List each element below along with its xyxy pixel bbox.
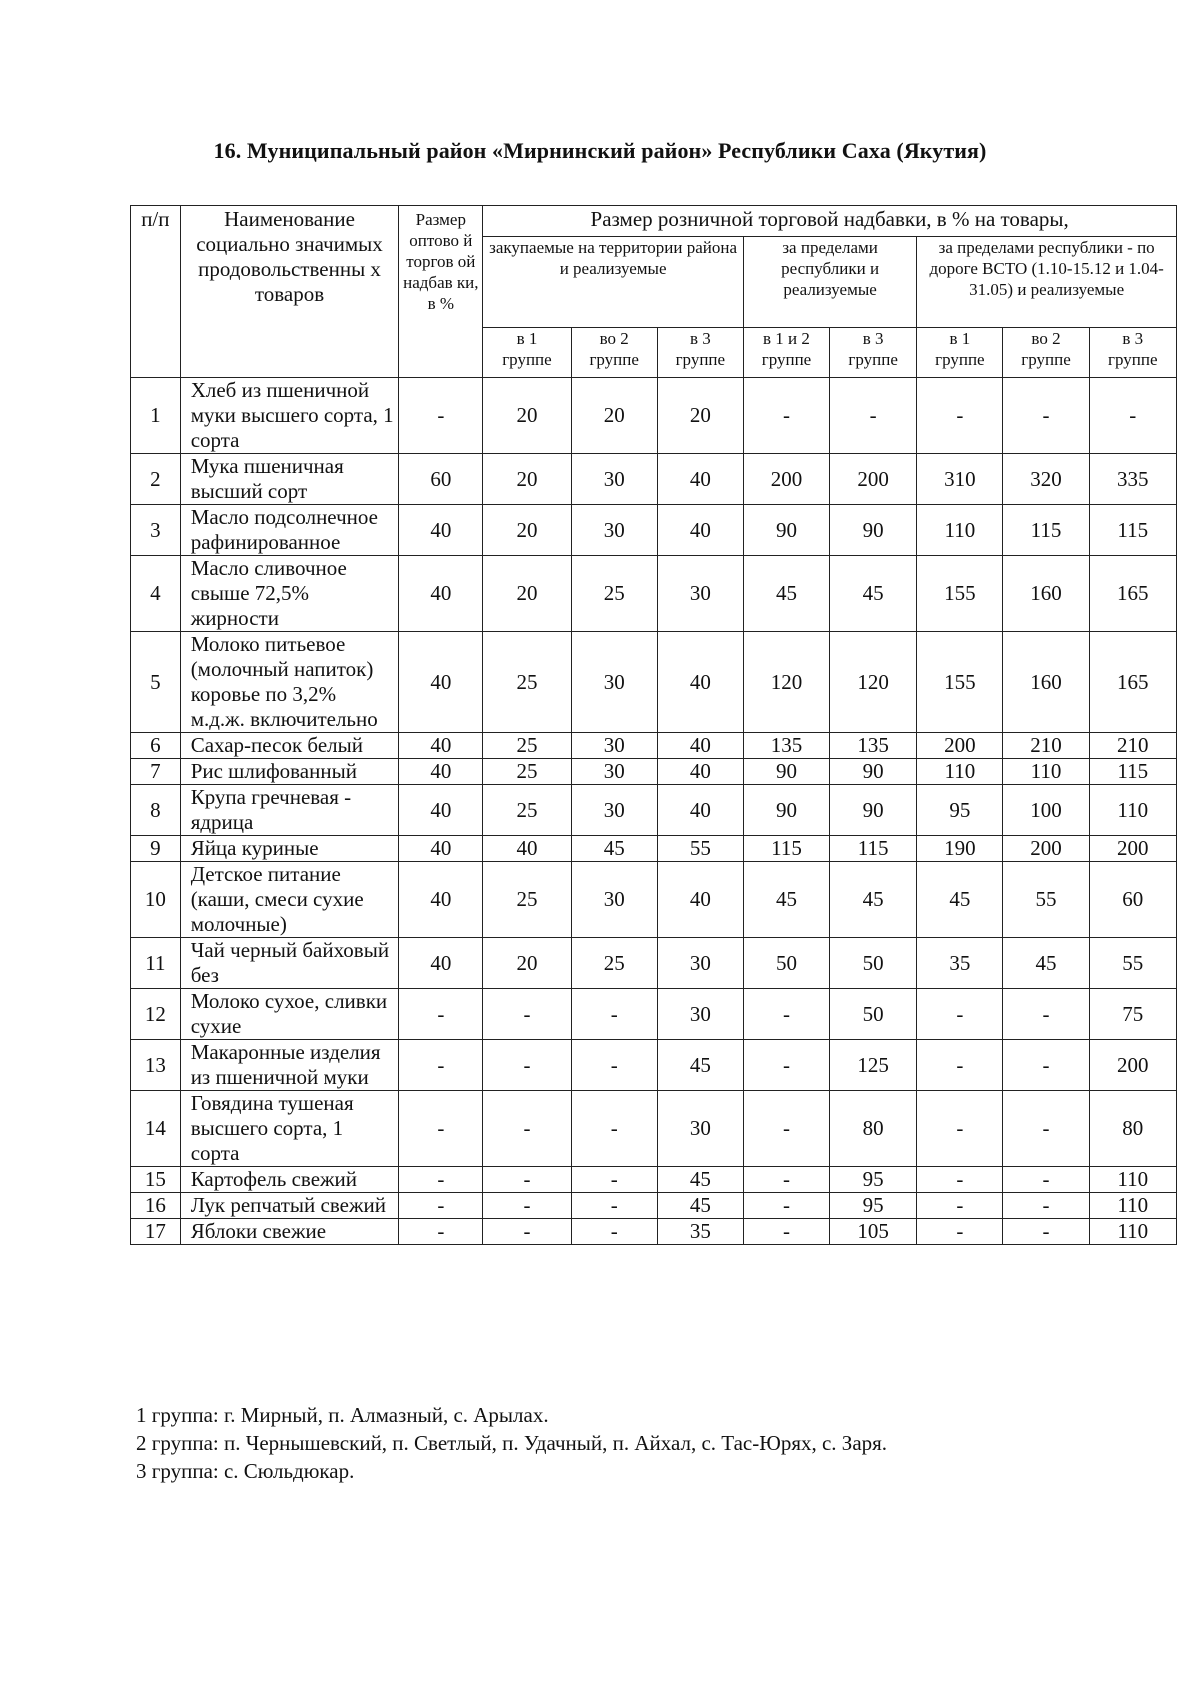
table-row [131,1091,1177,1167]
markup-value: 30 [571,759,657,785]
table-row [131,938,1177,989]
header-group: в 3 группе [1089,328,1176,378]
markup-value: 40 [657,505,743,556]
markup-value: 45 [657,1040,743,1091]
product-name: Сахар-песок белый [180,733,399,759]
markup-value: 55 [1003,862,1089,938]
markup-value: 45 [571,836,657,862]
markup-value: 95 [917,785,1003,836]
markup-value: 55 [657,836,743,862]
row-number: 12 [131,989,181,1040]
markup-value: 30 [571,505,657,556]
markup-value: - [830,378,917,454]
table-body [131,378,1177,1245]
markup-value: 35 [917,938,1003,989]
row-number: 1 [131,378,181,454]
markup-value: 30 [571,862,657,938]
markup-value: 40 [399,862,483,938]
markup-value: 55 [1089,938,1176,989]
header-group: в 1 группе [483,328,571,378]
markup-value: 75 [1089,989,1176,1040]
markup-value: 200 [1003,836,1089,862]
markup-value: 40 [657,454,743,505]
markup-value: 100 [1003,785,1089,836]
product-name: Детское питание (каши, смеси сухие молочные) [180,862,399,938]
markup-value: 40 [399,556,483,632]
markup-value: 155 [917,632,1003,733]
markup-value: 25 [483,759,571,785]
markup-value: 135 [743,733,829,759]
markup-value: 45 [743,556,829,632]
product-name: Чай черный байховый без [180,938,399,989]
markup-value: 30 [571,454,657,505]
product-name: Масло подсолнечное рафинированное [180,505,399,556]
markup-value: 40 [657,759,743,785]
markup-value: 310 [917,454,1003,505]
markup-value: - [743,378,829,454]
markup-value: 30 [571,733,657,759]
markup-value: - [571,1091,657,1167]
notes [136,1401,887,1485]
row-number: 9 [131,836,181,862]
header-group: в 3 группе [657,328,743,378]
row-number: 17 [131,1219,181,1245]
markup-value: 190 [917,836,1003,862]
markup-value: 120 [743,632,829,733]
markup-value: 80 [830,1091,917,1167]
markup-value: - [917,1219,1003,1245]
markup-value: - [399,1167,483,1193]
markup-value: - [571,1193,657,1219]
markup-value: 200 [830,454,917,505]
table-row [131,1193,1177,1219]
markup-value: 40 [657,785,743,836]
markup-value: 20 [657,378,743,454]
markup-value: 20 [483,454,571,505]
markup-value: - [743,989,829,1040]
product-name: Молоко питьевое (молочный напиток) коровье по 3,2% м.д.ж. включительно [180,632,399,733]
markup-value: 20 [483,505,571,556]
markup-value: 45 [657,1193,743,1219]
product-name: Рис шлифованный [180,759,399,785]
markup-value: 125 [830,1040,917,1091]
markup-value: - [743,1040,829,1091]
markup-value: 335 [1089,454,1176,505]
markup-value: 80 [1089,1091,1176,1167]
markup-value: - [399,1091,483,1167]
markup-value: - [399,378,483,454]
markup-value: - [483,1219,571,1245]
row-number: 14 [131,1091,181,1167]
markup-value: 25 [483,632,571,733]
header-group: в 1 и 2 группе [743,328,829,378]
markup-value: 110 [1089,1167,1176,1193]
markup-value: 110 [917,759,1003,785]
markup-value: 40 [399,938,483,989]
markup-value: - [399,1193,483,1219]
markup-value: 40 [399,733,483,759]
markup-value: 120 [830,632,917,733]
markup-value: 60 [399,454,483,505]
row-number: 8 [131,785,181,836]
markup-value: 160 [1003,632,1089,733]
markup-value: 40 [657,862,743,938]
markup-value: 160 [1003,556,1089,632]
markup-value: - [483,1040,571,1091]
markup-value: - [743,1219,829,1245]
markup-value: 40 [483,836,571,862]
markup-value: 45 [1003,938,1089,989]
markup-value: 110 [1089,1193,1176,1219]
row-number: 6 [131,733,181,759]
header-group: во 2 группе [571,328,657,378]
table-row [131,1040,1177,1091]
markup-value: 165 [1089,632,1176,733]
markup-value: - [1089,378,1176,454]
markup-value: - [571,1040,657,1091]
row-number: 5 [131,632,181,733]
markup-value: 30 [571,632,657,733]
markup-value: 90 [743,505,829,556]
header-group: в 1 группе [917,328,1003,378]
row-number: 3 [131,505,181,556]
markup-value: - [1003,378,1089,454]
markup-value: - [399,1040,483,1091]
header-num: п/п [131,206,181,378]
header-group: во 2 группе [1003,328,1089,378]
markup-value: - [483,989,571,1040]
markup-value: - [1003,1193,1089,1219]
table-row [131,862,1177,938]
markup-value: 210 [1089,733,1176,759]
header-group: в 3 группе [830,328,917,378]
markup-value: 30 [657,989,743,1040]
markup-value: - [1003,1091,1089,1167]
markup-value: 20 [571,378,657,454]
header-retail: Размер розничной торговой надбавки, в % на товары, [483,206,1177,237]
markup-value: 50 [743,938,829,989]
table-row [131,556,1177,632]
product-name: Макаронные изделия из пшеничной муки [180,1040,399,1091]
header-outside: за пределами республики и реализуемые [743,237,916,328]
table-row [131,733,1177,759]
table-row [131,632,1177,733]
markup-table [130,205,1177,1245]
markup-value: - [399,989,483,1040]
markup-value: 320 [1003,454,1089,505]
markup-value: 20 [483,556,571,632]
markup-value: 90 [743,759,829,785]
markup-value: - [483,1091,571,1167]
markup-value: 30 [571,785,657,836]
product-name: Масло сливочное свыше 72,5% жирности [180,556,399,632]
table-row [131,759,1177,785]
markup-value: 165 [1089,556,1176,632]
markup-value: - [917,378,1003,454]
markup-value: 30 [657,938,743,989]
markup-value: 40 [657,733,743,759]
note-group-2: 2 группа: п. Чернышевский, п. Светлый, п. Удачный, п. Айхал, с. Тас-Юрях, с. Заря. [136,1431,888,1455]
markup-value: 45 [743,862,829,938]
markup-value: - [399,1219,483,1245]
product-name: Крупа гречневая - ядрица [180,785,399,836]
markup-value: 110 [1089,785,1176,836]
row-number: 15 [131,1167,181,1193]
markup-value: - [1003,1167,1089,1193]
note-group-3: 3 группа: с. Сюльдюкар. [136,1459,355,1483]
row-number: 2 [131,454,181,505]
header-outside-vsto: за пределами республики - по дороге ВСТО (1.10-15.12 и 1.04-31.05) и реализуемые [917,237,1177,328]
table-row [131,454,1177,505]
markup-value: 115 [1003,505,1089,556]
markup-value: 25 [483,785,571,836]
product-name: Яйца куриные [180,836,399,862]
markup-value: 45 [917,862,1003,938]
product-name: Хлеб из пшеничной муки высшего сорта, 1 сорта [180,378,399,454]
product-name: Яблоки свежие [180,1219,399,1245]
markup-value: 110 [1003,759,1089,785]
markup-value: - [743,1167,829,1193]
table-row [131,836,1177,862]
markup-value: 45 [830,862,917,938]
markup-value: 95 [830,1193,917,1219]
markup-value: - [743,1091,829,1167]
header-wholesale: Размер оптово й торгов ой надбав ки, в % [399,206,483,378]
markup-value: 25 [571,556,657,632]
markup-value: 105 [830,1219,917,1245]
markup-value: - [571,1167,657,1193]
table-row [131,1219,1177,1245]
header-local: закупаемые на территории района и реализуемые [483,237,744,328]
note-group-1: 1 группа: г. Мирный, п. Алмазный, с. Арылах. [136,1403,549,1427]
markup-value: 95 [830,1167,917,1193]
markup-value: - [483,1167,571,1193]
row-number: 4 [131,556,181,632]
table-row [131,989,1177,1040]
markup-value: 30 [657,556,743,632]
row-number: 7 [131,759,181,785]
table-row [131,505,1177,556]
markup-value: - [917,989,1003,1040]
product-name: Мука пшеничная высший сорт [180,454,399,505]
row-number: 10 [131,862,181,938]
product-name: Говядина тушеная высшего сорта, 1 сорта [180,1091,399,1167]
markup-value: 90 [830,785,917,836]
markup-value: 40 [399,759,483,785]
table-header [131,206,1177,378]
markup-value: - [917,1193,1003,1219]
markup-value: 45 [657,1167,743,1193]
markup-value: 30 [657,1091,743,1167]
markup-value: 25 [483,733,571,759]
markup-value: 200 [743,454,829,505]
markup-value: 45 [830,556,917,632]
markup-value: 20 [483,938,571,989]
markup-value: 200 [917,733,1003,759]
markup-value: 135 [830,733,917,759]
markup-value: 35 [657,1219,743,1245]
markup-value: 60 [1089,862,1176,938]
markup-value: 90 [743,785,829,836]
markup-value: - [571,989,657,1040]
markup-value: 20 [483,378,571,454]
product-name: Лук репчатый свежий [180,1193,399,1219]
markup-value: 110 [1089,1219,1176,1245]
product-name: Картофель свежий [180,1167,399,1193]
markup-value: - [917,1091,1003,1167]
markup-value: 40 [657,632,743,733]
row-number: 16 [131,1193,181,1219]
markup-value: - [917,1167,1003,1193]
markup-value: 200 [1089,836,1176,862]
header-name: Наименование социально значимых продовольственны х товаров [180,206,399,378]
markup-value: 50 [830,938,917,989]
markup-value: 90 [830,759,917,785]
markup-value: - [1003,1040,1089,1091]
table-row [131,1167,1177,1193]
markup-value: 115 [1089,505,1176,556]
markup-value: - [483,1193,571,1219]
markup-value: - [1003,1219,1089,1245]
table-row [131,785,1177,836]
markup-value: 50 [830,989,917,1040]
markup-value: - [743,1193,829,1219]
markup-value: 40 [399,836,483,862]
markup-value: 110 [917,505,1003,556]
page-title: 16. Муниципальный район «Мирнинский район» Республики Саха (Якутия) [213,138,987,163]
markup-value: 40 [399,632,483,733]
markup-value: 115 [1089,759,1176,785]
markup-value: 115 [743,836,829,862]
markup-value: 200 [1089,1040,1176,1091]
row-number: 13 [131,1040,181,1091]
markup-value: 40 [399,785,483,836]
markup-value: 25 [571,938,657,989]
markup-value: 40 [399,505,483,556]
markup-value: 210 [1003,733,1089,759]
markup-value: 155 [917,556,1003,632]
markup-value: - [571,1219,657,1245]
product-name: Молоко сухое, сливки сухие [180,989,399,1040]
markup-value: 90 [830,505,917,556]
table-row [131,378,1177,454]
markup-value: - [1003,989,1089,1040]
row-number: 11 [131,938,181,989]
markup-value: 25 [483,862,571,938]
markup-value: 115 [830,836,917,862]
markup-value: - [917,1040,1003,1091]
